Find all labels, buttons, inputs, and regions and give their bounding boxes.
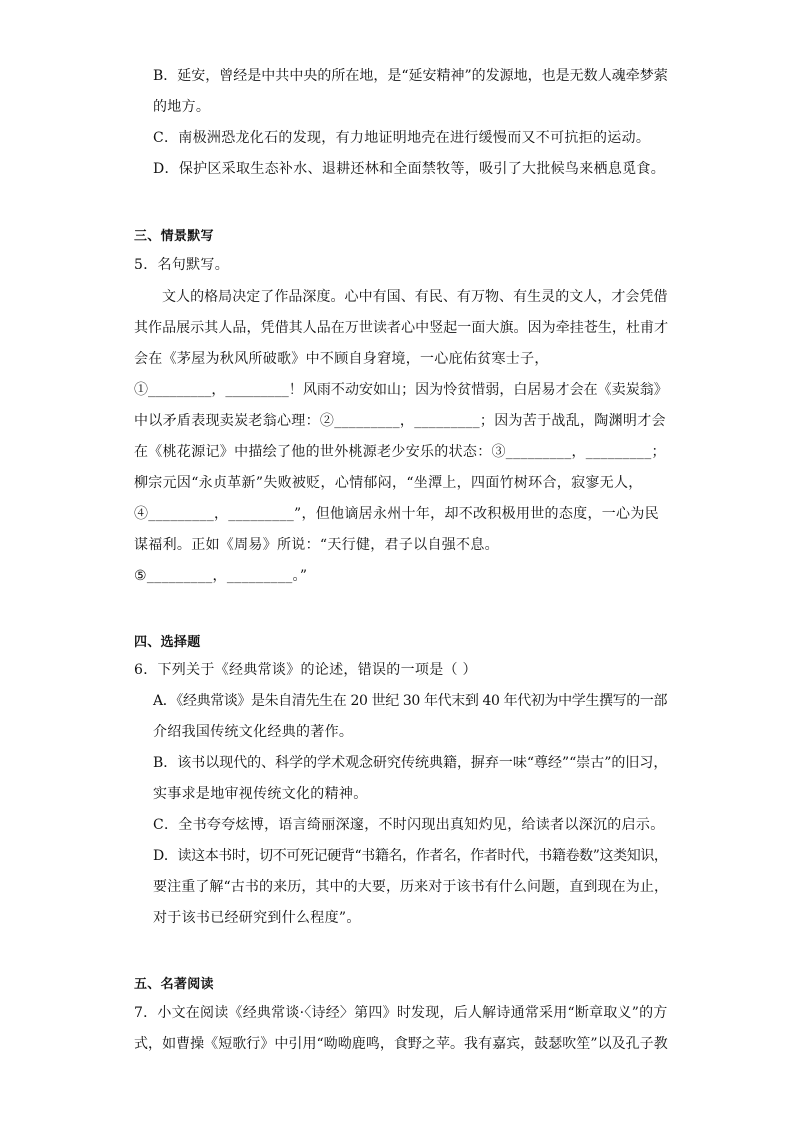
q5-passage-line6: 在《桃花源记》中描绘了他的世外桃源老少安乐的状态：③_________，_________； — [134, 444, 666, 460]
q4-option-d: D．保护区采取生态补水、退耕还林和全面禁牧等，吸引了大批候鸟来栖息觅食。 — [153, 161, 666, 177]
section-heading-3: 三、情景默写 — [134, 229, 214, 244]
q5-passage-line1: 文人的格局决定了作品深度。心中有国、有民、有万物、有生灵的文人，才会凭借 — [162, 289, 668, 305]
q5-passage-line3: 会在《茅屋为秋风所破歌》中不顾自身窘境，一心庇佑贫寒士子， — [134, 351, 549, 367]
q6-option-b-line2: 实事求是地审视传统文化的精神。 — [153, 786, 368, 802]
q6-option-c: C．全书夸夸炫博，语言绮丽深邃，不时闪现出真知灼见，给读者以深沉的启示。 — [153, 817, 665, 833]
q4-option-b-line2: 的地方。 — [153, 99, 211, 115]
q5-stem: 5．名句默写。 — [134, 257, 230, 273]
section-heading-5: 五、名著阅读 — [134, 977, 214, 992]
q4-option-c: C．南极洲恐龙化石的发现，有力地证明地壳在进行缓慢而又不可抗拒的运动。 — [153, 130, 651, 146]
q5-passage-line9: 谋福利。正如《周易》所说：“天行健，君子以自强不息。 — [134, 537, 499, 553]
q5-passage-line5: 中以矛盾表现卖炭老翁心理：②_________，_________；因为苦于战乱，陶渊明才会 — [134, 413, 666, 429]
q6-stem: 6．下列关于《经典常谈》的论述，错误的一项是（ ） — [134, 662, 477, 678]
q5-passage-line10: ⑤_________，_________。” — [134, 568, 308, 584]
q4-option-b-line1: B．延安，曾经是中共中央的所在地，是“延安精神”的发源地，也是无数人魂牵梦萦 — [153, 68, 668, 84]
q6-option-a-line2: 介绍我国传统文化经典的著作。 — [153, 724, 354, 740]
q7-line1: 7．小文在阅读《经典常谈·〈诗经〉第四》时发现，后人解诗通常采用“断章取义”的方 — [134, 1005, 668, 1021]
q7-line2: 式，如曹操《短歌行》中引用“呦呦鹿鸣，食野之苹。我有嘉宾，鼓瑟吹笙”以及孔子教 — [134, 1036, 668, 1052]
q6-option-a-line1: A．《经典常谈》是朱自清先生在 20 世纪 30 年代末到 40 年代初为中学生撰写的一部 — [153, 693, 668, 709]
q6-option-d-line3: 对于该书已经研究到什么程度”。 — [153, 910, 361, 926]
q5-passage-line8: ④_________，_________”，但他谪居永州十年，却不改积极用世的态度，一心为民 — [134, 506, 659, 522]
q6-option-d-line1: D．读这本书时，切不可死记硬背“书籍名，作者名，作者时代，书籍卷数”这类知识， — [153, 848, 668, 864]
q6-option-d-line2: 要注重了解“古书的来历，其中的大要，历来对于该书有什么问题，直到现在为止， — [153, 879, 669, 895]
q5-passage-line2: 其作品展示其人品，凭借其人品在万世读者心中竖起一面大旗。因为牵挂苍生，杜甫才 — [134, 320, 669, 336]
q5-passage-line7: 柳宗元因“永贞革新”失败被贬，心情郁闷，“坐潭上，四面竹树环合，寂寥无人， — [134, 475, 643, 491]
q5-passage-line4: ①_________，_________！风雨不动安如山；因为怜贫惜弱，白居易才会在《卖炭翁》 — [134, 382, 668, 398]
section-heading-4: 四、选择题 — [134, 635, 201, 650]
q6-option-b-line1: B．该书以现代的、科学的学术观念研究传统典籍，摒弃一味“尊经”“崇古”的旧习， — [153, 755, 668, 771]
